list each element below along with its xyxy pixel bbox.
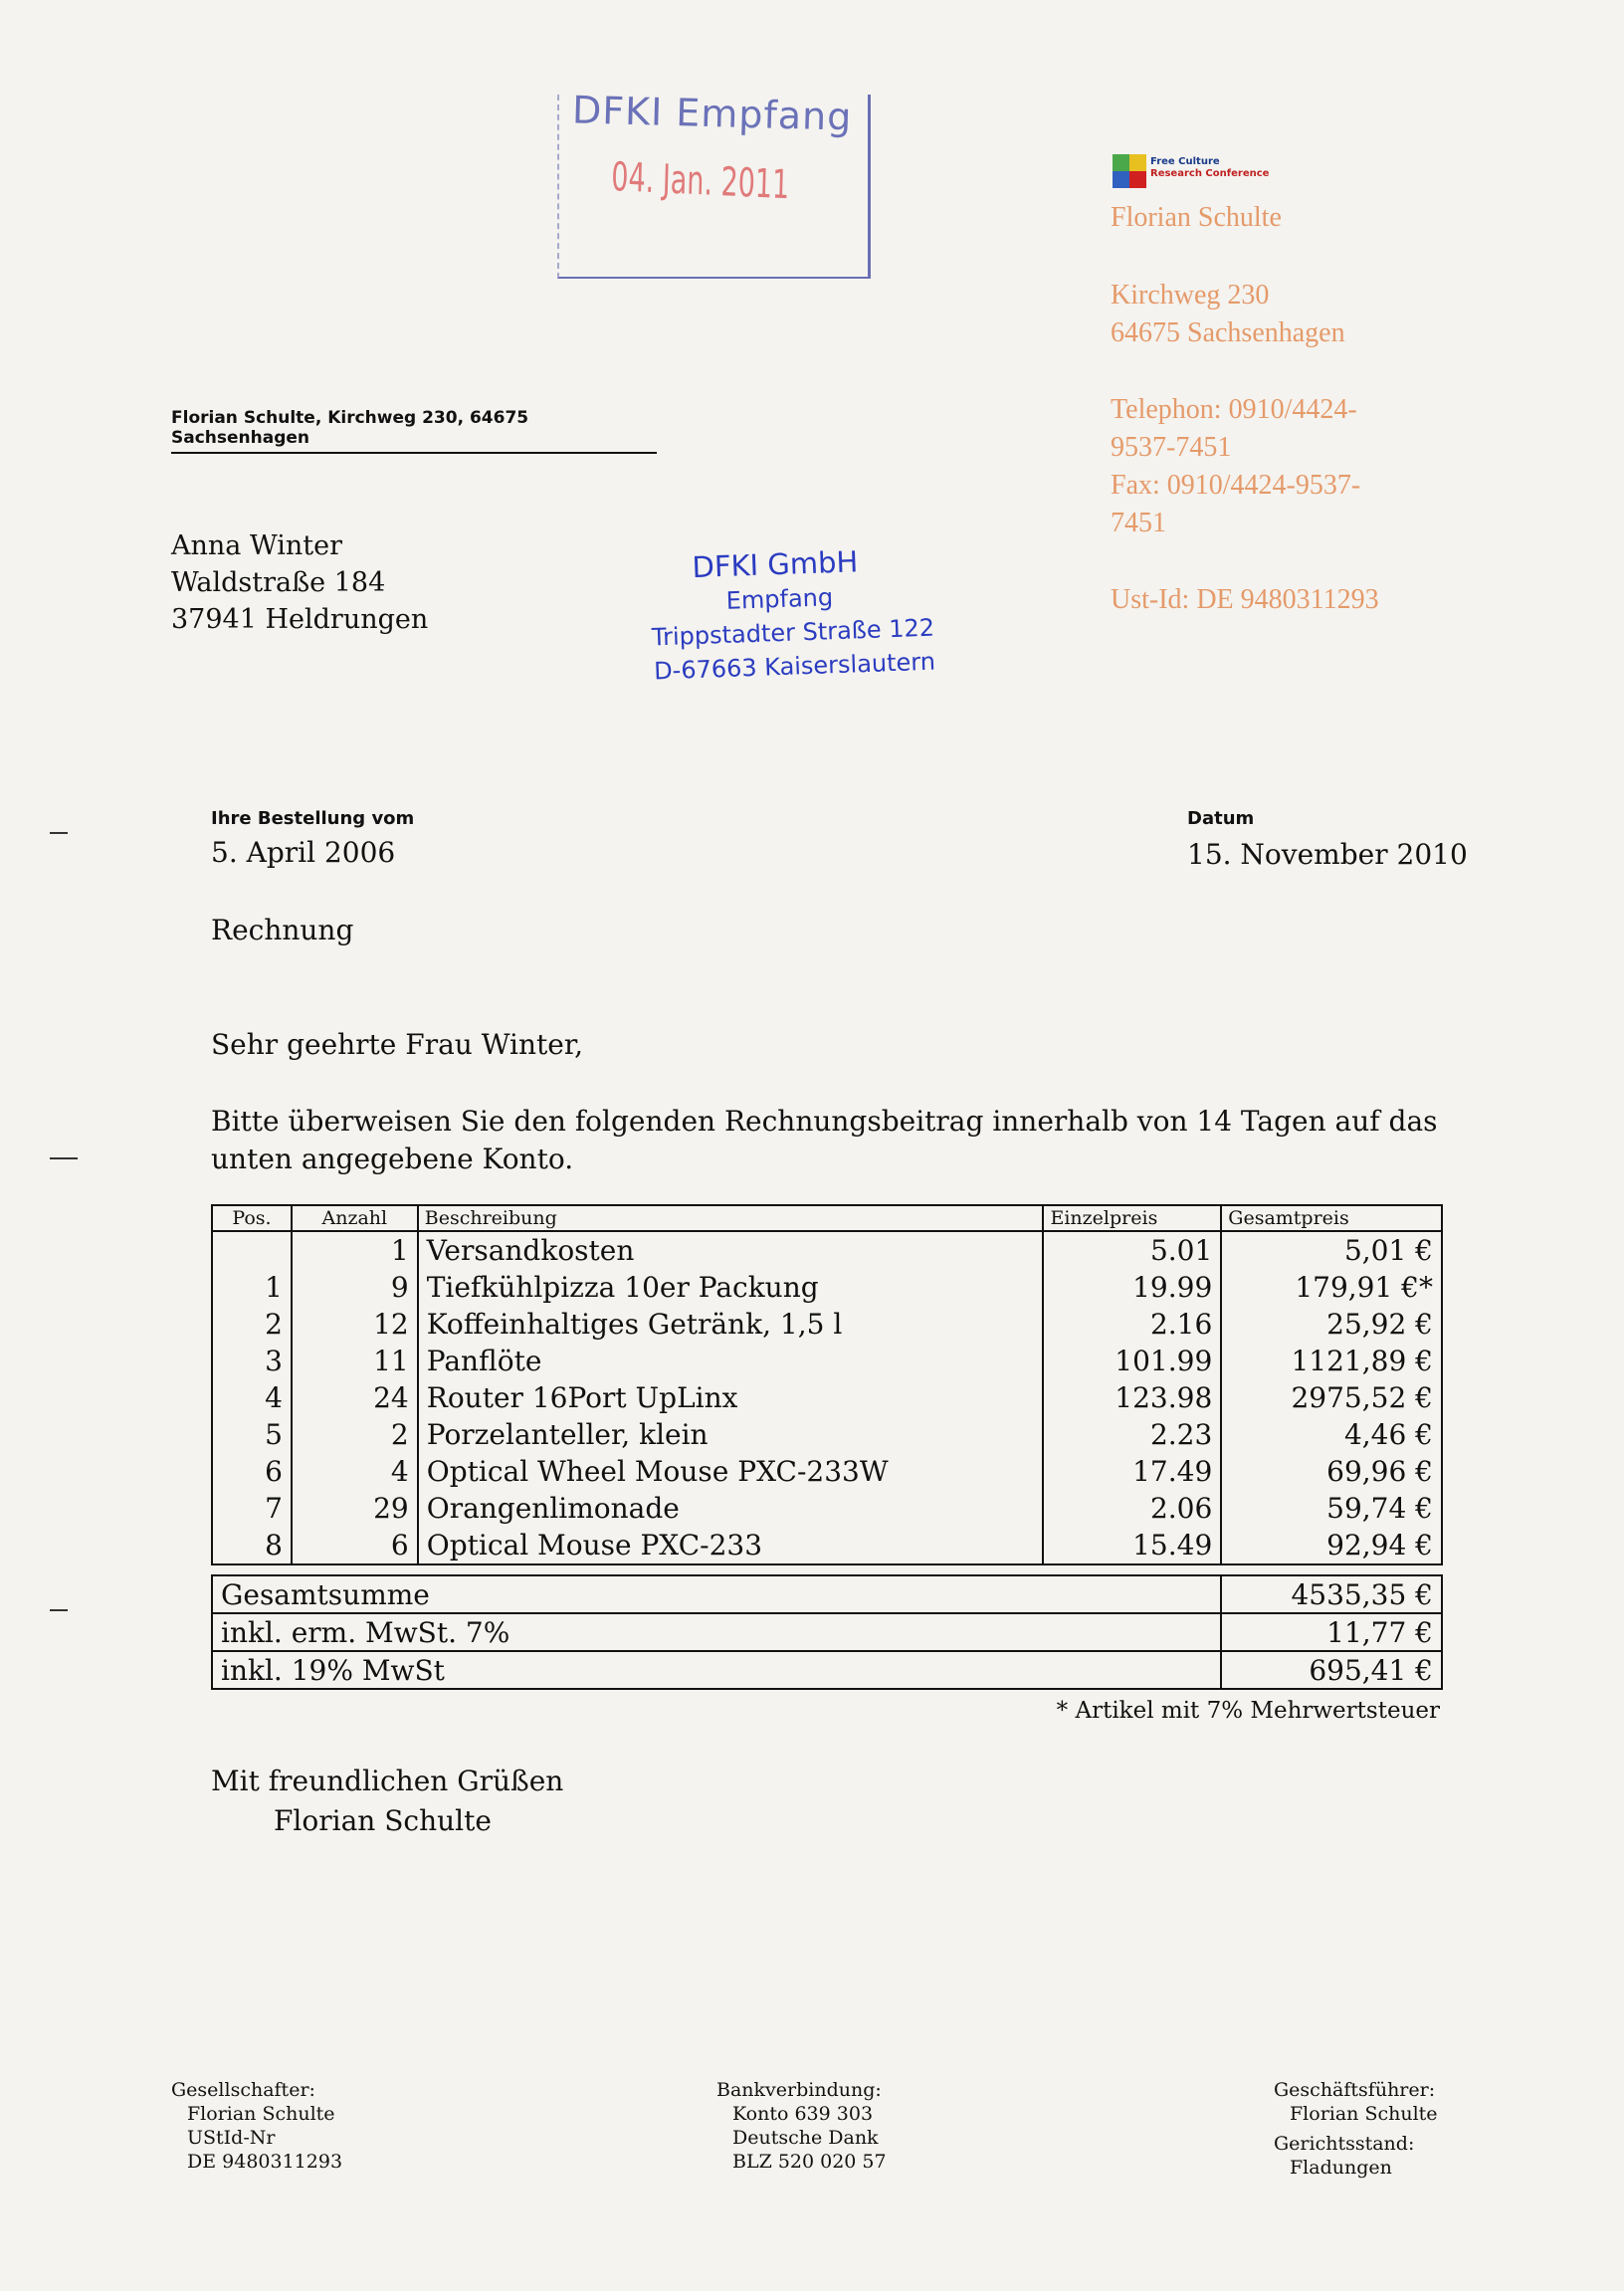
row-unit-price: 2.23 [1043, 1416, 1221, 1453]
totals-label: inkl. erm. MwSt. 7% [212, 1613, 1221, 1651]
dfki-stamp-line4: D-67663 Kaiserslautern [653, 647, 936, 686]
row-qty: 2 [292, 1416, 418, 1453]
row-total-price: 59,74 € [1221, 1490, 1442, 1527]
row-total-price: 4,46 € [1221, 1416, 1442, 1453]
footer-bank-name: Deutsche Dank [732, 2127, 879, 2149]
footer-court-value: Fladungen [1290, 2157, 1392, 2179]
signature: Florian Schulte [274, 1804, 492, 1837]
table-row [212, 1453, 1442, 1490]
totals-value: 695,41 € [1221, 1651, 1442, 1689]
row-unit-price: 15.49 [1043, 1527, 1221, 1564]
salutation: Sehr geehrte Frau Winter, [211, 1028, 584, 1061]
row-unit-price: 2.16 [1043, 1306, 1221, 1343]
sender-city: 64675 Sachsenhagen [1111, 317, 1345, 348]
row-qty: 6 [292, 1527, 418, 1564]
closing: Mit freundlichen Grüßen [211, 1765, 564, 1797]
footer-bank-label: Bankverbindung: [716, 2079, 882, 2101]
received-stamp-title: DFKI Empfang [571, 88, 853, 139]
invoice-items-table [211, 1204, 1443, 1565]
row-qty: 29 [292, 1490, 418, 1527]
logo-line1: Free Culture [1150, 156, 1220, 167]
header-unit-price: Einzelpreis [1043, 1205, 1221, 1231]
sender-fax-line2: 7451 [1111, 508, 1166, 538]
row-unit-price: 5.01 [1043, 1231, 1221, 1269]
dfki-stamp [637, 542, 940, 692]
row-qty: 11 [292, 1343, 418, 1379]
row-total-price: 25,92 € [1221, 1306, 1442, 1343]
puzzle-logo-icon [1113, 154, 1146, 188]
row-unit-price: 101.99 [1043, 1343, 1221, 1379]
sender-telephone-line1: Telephon: 0910/4424- [1111, 394, 1357, 425]
received-stamp-date: 04. Jan. 2011 [610, 154, 790, 209]
subject: Rechnung [211, 914, 354, 946]
row-desc: Orangenlimonade [418, 1490, 1044, 1527]
table-row [212, 1416, 1442, 1453]
totals-label: inkl. 19% MwSt [212, 1651, 1221, 1689]
row-desc: Optical Mouse PXC-233 [418, 1527, 1044, 1564]
table-row [212, 1269, 1442, 1306]
fold-mark-1 [50, 832, 68, 834]
order-date-label: Ihre Bestellung vom [211, 808, 415, 829]
order-date-value: 5. April 2006 [211, 836, 396, 869]
row-desc: Tiefkühlpizza 10er Packung [418, 1269, 1044, 1306]
dfki-stamp-line2: Empfang [725, 583, 834, 615]
header-desc: Beschreibung [418, 1205, 1044, 1231]
fold-mark-3 [50, 1609, 68, 1611]
footer-col-shareholder [171, 2078, 342, 2174]
footer-col-management [1274, 2078, 1438, 2180]
row-pos: 6 [212, 1453, 292, 1490]
totals-row [212, 1613, 1442, 1651]
row-total-price: 2975,52 € [1221, 1379, 1442, 1416]
totals-value: 4535,35 € [1221, 1575, 1442, 1613]
footnote: * Artikel mit 7% Mehrwertsteuer [1056, 1698, 1440, 1724]
row-pos: 3 [212, 1343, 292, 1379]
row-pos: 8 [212, 1527, 292, 1564]
footer-ustid-label: UStId-Nr [187, 2127, 276, 2149]
row-pos: 5 [212, 1416, 292, 1453]
date-value: 15. November 2010 [1187, 838, 1468, 871]
row-desc: Router 16Port UpLinx [418, 1379, 1044, 1416]
row-qty: 1 [292, 1231, 418, 1269]
sender-telephone-line2: 9537-7451 [1111, 432, 1232, 463]
totals-table [211, 1574, 1443, 1690]
row-qty: 12 [292, 1306, 418, 1343]
footer-ceo-label: Geschäftsführer: [1274, 2079, 1436, 2101]
row-qty: 24 [292, 1379, 418, 1416]
recipient-street: Waldstraße 184 [171, 567, 386, 598]
return-address: Florian Schulte, Kirchweg 230, 64675 Sachsenhagen [171, 408, 657, 454]
table-row [212, 1379, 1442, 1416]
body-line1: Bitte überweisen Sie den folgenden Rechnungsbeitrag innerhalb von 14 Tagen auf das [211, 1105, 1438, 1138]
row-desc: Porzelanteller, klein [418, 1416, 1044, 1453]
sender-fax-line1: Fax: 0910/4424-9537- [1111, 470, 1361, 501]
row-total-price: 5,01 € [1221, 1231, 1442, 1269]
totals-label: Gesamtsumme [212, 1575, 1221, 1613]
row-desc: Panflöte [418, 1343, 1044, 1379]
footer-ceo-name: Florian Schulte [1290, 2103, 1438, 2125]
sender-name: Florian Schulte [1111, 202, 1282, 233]
totals-value: 11,77 € [1221, 1613, 1442, 1651]
header-qty: Anzahl [292, 1205, 418, 1231]
table-row [212, 1527, 1442, 1564]
row-unit-price: 2.06 [1043, 1490, 1221, 1527]
footer-court-label: Gerichtsstand: [1274, 2133, 1415, 2155]
header-total-price: Gesamtpreis [1221, 1205, 1442, 1231]
row-unit-price: 123.98 [1043, 1379, 1221, 1416]
conference-logo [1113, 154, 1277, 190]
footer-shareholder-name: Florian Schulte [187, 2103, 335, 2125]
row-desc: Versandkosten [418, 1231, 1044, 1269]
row-total-price: 69,96 € [1221, 1453, 1442, 1490]
table-row [212, 1343, 1442, 1379]
row-qty: 4 [292, 1453, 418, 1490]
row-pos: 7 [212, 1490, 292, 1527]
table-header-row [212, 1205, 1442, 1231]
row-pos: 4 [212, 1379, 292, 1416]
footer-col-bank [716, 2078, 887, 2174]
date-label: Datum [1187, 808, 1255, 829]
footer-ustid-value: DE 9480311293 [187, 2151, 343, 2173]
row-unit-price: 17.49 [1043, 1453, 1221, 1490]
row-total-price: 1121,89 € [1221, 1343, 1442, 1379]
footer-shareholder-label: Gesellschafter: [171, 2079, 315, 2101]
body-line2: unten angegebene Konto. [211, 1143, 574, 1175]
totals-row [212, 1651, 1442, 1689]
recipient-city: 37941 Heldrungen [171, 604, 429, 635]
header-pos: Pos. [212, 1205, 292, 1231]
footer-bank-blz: BLZ 520 020 57 [732, 2151, 887, 2173]
sender-street: Kirchweg 230 [1111, 280, 1270, 311]
table-row [212, 1306, 1442, 1343]
logo-line2: Research Conference [1150, 168, 1270, 179]
recipient-name: Anna Winter [171, 530, 342, 561]
row-pos: 2 [212, 1306, 292, 1343]
dfki-stamp-line1: DFKI GmbH [691, 544, 859, 585]
row-pos: 1 [212, 1269, 292, 1306]
sender-ust-id: Ust-Id: DE 9480311293 [1111, 584, 1379, 615]
row-desc: Koffeinhaltiges Getränk, 1,5 l [418, 1306, 1044, 1343]
table-row [212, 1490, 1442, 1527]
row-unit-price: 19.99 [1043, 1269, 1221, 1306]
dfki-stamp-line3: Trippstadter Straße 122 [651, 613, 935, 652]
fold-mark-2 [50, 1157, 78, 1159]
row-qty: 9 [292, 1269, 418, 1306]
table-row [212, 1231, 1442, 1269]
row-desc: Optical Wheel Mouse PXC-233W [418, 1453, 1044, 1490]
row-total-price: 179,91 €* [1221, 1269, 1442, 1306]
row-total-price: 92,94 € [1221, 1527, 1442, 1564]
footer-bank-account: Konto 639 303 [732, 2103, 874, 2125]
row-pos [212, 1231, 292, 1269]
totals-row [212, 1575, 1442, 1613]
